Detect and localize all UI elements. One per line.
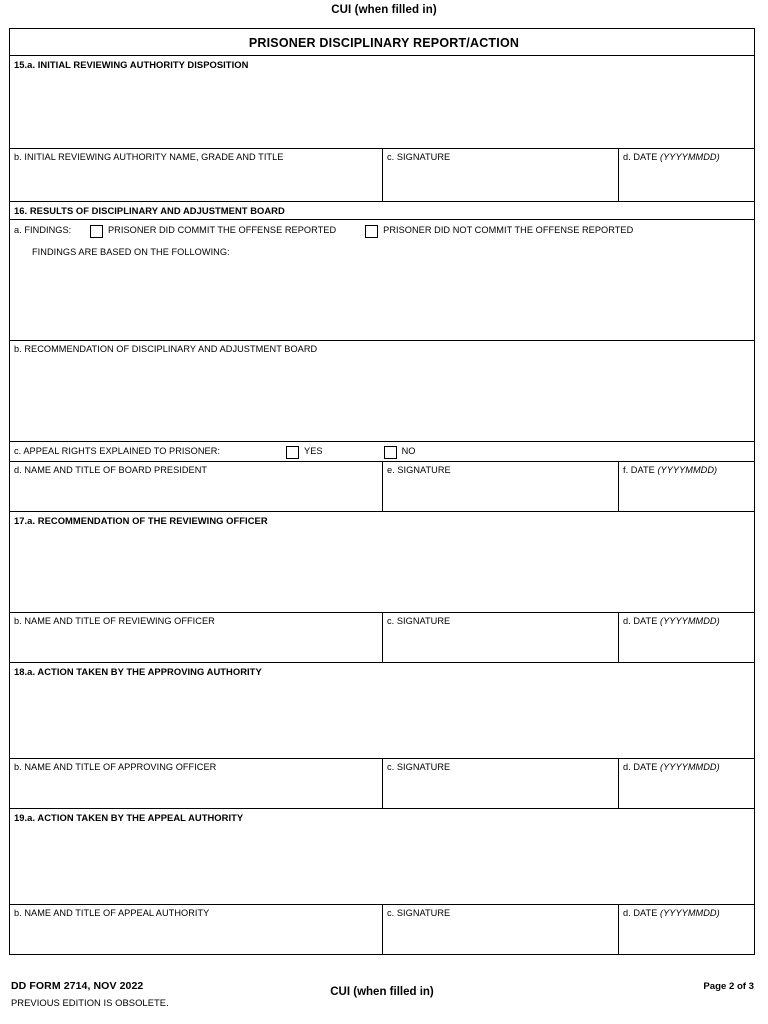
block-16b-row bbox=[10, 341, 754, 442]
block-17c-signature-field[interactable] bbox=[382, 613, 618, 662]
block-15bcd-row bbox=[10, 149, 754, 202]
block-16b-label: b. RECOMMENDATION OF DISCIPLINARY AND ADJUSTMENT BOARD bbox=[14, 344, 318, 354]
block-15d-label: d. DATE bbox=[623, 152, 658, 162]
block-16f-label: f. DATE bbox=[623, 465, 655, 475]
checkbox-did-commit-label: PRISONER DID COMMIT THE OFFENSE REPORTED bbox=[108, 225, 337, 235]
block-18c-label: c. SIGNATURE bbox=[387, 762, 451, 772]
block-16a-label: a. FINDINGS: bbox=[14, 225, 72, 235]
block-16-heading: 16. RESULTS OF DISCIPLINARY AND ADJUSTMENT BOARD bbox=[14, 205, 285, 216]
block-15b-label: b. INITIAL REVIEWING AUTHORITY NAME, GRADE AND TITLE bbox=[14, 152, 284, 162]
block-19b-label: b. NAME AND TITLE OF APPEAL AUTHORITY bbox=[14, 908, 210, 918]
block-19bcd-row bbox=[10, 905, 754, 954]
block-19c-label: c. SIGNATURE bbox=[387, 908, 451, 918]
checkbox-appeal-no[interactable] bbox=[384, 446, 397, 459]
form-title-row bbox=[10, 29, 754, 56]
block-15c-label: c. SIGNATURE bbox=[387, 152, 451, 162]
checkbox-did-commit[interactable] bbox=[90, 225, 103, 238]
checkbox-did-not-commit[interactable] bbox=[365, 225, 378, 238]
page-number: Page 2 of 3 bbox=[703, 981, 754, 992]
block-16c-label: c. APPEAL RIGHTS EXPLAINED TO PRISONER: bbox=[14, 446, 221, 456]
cui-banner-top: CUI (when filled in) bbox=[331, 4, 437, 16]
block-15c-signature-field[interactable] bbox=[382, 149, 618, 201]
block-17bcd-row bbox=[10, 613, 754, 663]
block-19a-row bbox=[10, 809, 754, 905]
block-19b-field[interactable] bbox=[10, 905, 382, 954]
block-17a-row bbox=[10, 512, 754, 613]
block-16f-date-hint: (YYYYMMDD) bbox=[657, 465, 718, 475]
block-17d-date-field[interactable] bbox=[618, 613, 754, 662]
block-17a-label: 17.a. RECOMMENDATION OF THE REVIEWING OFFICER bbox=[14, 515, 268, 526]
block-17b-label: b. NAME AND TITLE OF REVIEWING OFFICER bbox=[14, 616, 215, 626]
block-17c-label: c. SIGNATURE bbox=[387, 616, 451, 626]
block-17d-label: d. DATE bbox=[623, 616, 658, 626]
block-16c-appeal-rights bbox=[14, 446, 754, 459]
checkbox-did-not-commit-label: PRISONER DID NOT COMMIT THE OFFENSE REPORTED bbox=[383, 225, 634, 235]
block-19d-label: d. DATE bbox=[623, 908, 658, 918]
block-18b-field[interactable] bbox=[10, 759, 382, 808]
block-18bcd-row bbox=[10, 759, 754, 809]
prisoner-disciplinary-form bbox=[9, 28, 755, 955]
block-19c-signature-field[interactable] bbox=[382, 905, 618, 954]
block-16a-findings bbox=[14, 225, 754, 238]
block-18a-label: 18.a. ACTION TAKEN BY THE APPROVING AUTHORITY bbox=[14, 666, 262, 677]
block-16c-row bbox=[10, 442, 754, 462]
block-16a-subtext: FINDINGS ARE BASED ON THE FOLLOWING: bbox=[32, 247, 230, 257]
block-16e-signature-field[interactable] bbox=[382, 462, 618, 511]
block-17b-field[interactable] bbox=[10, 613, 382, 662]
block-19d-date-field[interactable] bbox=[618, 905, 754, 954]
block-17d-date-hint: (YYYYMMDD) bbox=[660, 616, 720, 626]
form-footer bbox=[9, 980, 755, 1024]
form-id-label: DD FORM 2714, NOV 2022 bbox=[11, 980, 144, 992]
block-15a-label: 15.a. INITIAL REVIEWING AUTHORITY DISPOSITION bbox=[14, 59, 249, 70]
cui-banner-bottom: CUI (when filled in) bbox=[330, 986, 434, 998]
block-15a-field[interactable] bbox=[10, 56, 754, 148]
block-18a-row bbox=[10, 663, 754, 759]
checkbox-appeal-no-label: NO bbox=[401, 446, 416, 456]
block-15b-field[interactable] bbox=[10, 149, 382, 201]
block-16f-date-field[interactable] bbox=[618, 462, 754, 511]
block-18a-field[interactable] bbox=[10, 663, 754, 758]
block-16-heading-row bbox=[10, 202, 754, 220]
previous-edition-note: PREVIOUS EDITION IS OBSOLETE. bbox=[11, 997, 169, 1008]
page-title: PRISONER DISCIPLINARY REPORT/ACTION bbox=[248, 36, 520, 50]
checkbox-appeal-yes[interactable] bbox=[286, 446, 299, 459]
block-18d-date-field[interactable] bbox=[618, 759, 754, 808]
block-15d-date-hint: (YYYYMMDD) bbox=[660, 152, 720, 162]
block-16a-row bbox=[10, 220, 754, 341]
block-19a-field[interactable] bbox=[10, 809, 754, 904]
block-18b-label: b. NAME AND TITLE OF APPROVING OFFICER bbox=[14, 762, 217, 772]
block-18c-signature-field[interactable] bbox=[382, 759, 618, 808]
block-16def-row bbox=[10, 462, 754, 512]
block-16d-field[interactable] bbox=[10, 462, 382, 511]
block-19d-date-hint: (YYYYMMDD) bbox=[660, 908, 720, 918]
block-16d-label: d. NAME AND TITLE OF BOARD PRESIDENT bbox=[14, 465, 208, 475]
checkbox-appeal-yes-label: YES bbox=[304, 446, 323, 456]
block-17a-field[interactable] bbox=[10, 512, 754, 612]
block-18d-date-hint: (YYYYMMDD) bbox=[660, 762, 720, 772]
block-15d-date-field[interactable] bbox=[618, 149, 754, 201]
block-16e-label: e. SIGNATURE bbox=[387, 465, 451, 475]
block-18d-label: d. DATE bbox=[623, 762, 658, 772]
block-16b-field[interactable] bbox=[10, 341, 754, 441]
block-15a-row bbox=[10, 56, 754, 149]
block-19a-label: 19.a. ACTION TAKEN BY THE APPEAL AUTHORITY bbox=[14, 812, 244, 823]
